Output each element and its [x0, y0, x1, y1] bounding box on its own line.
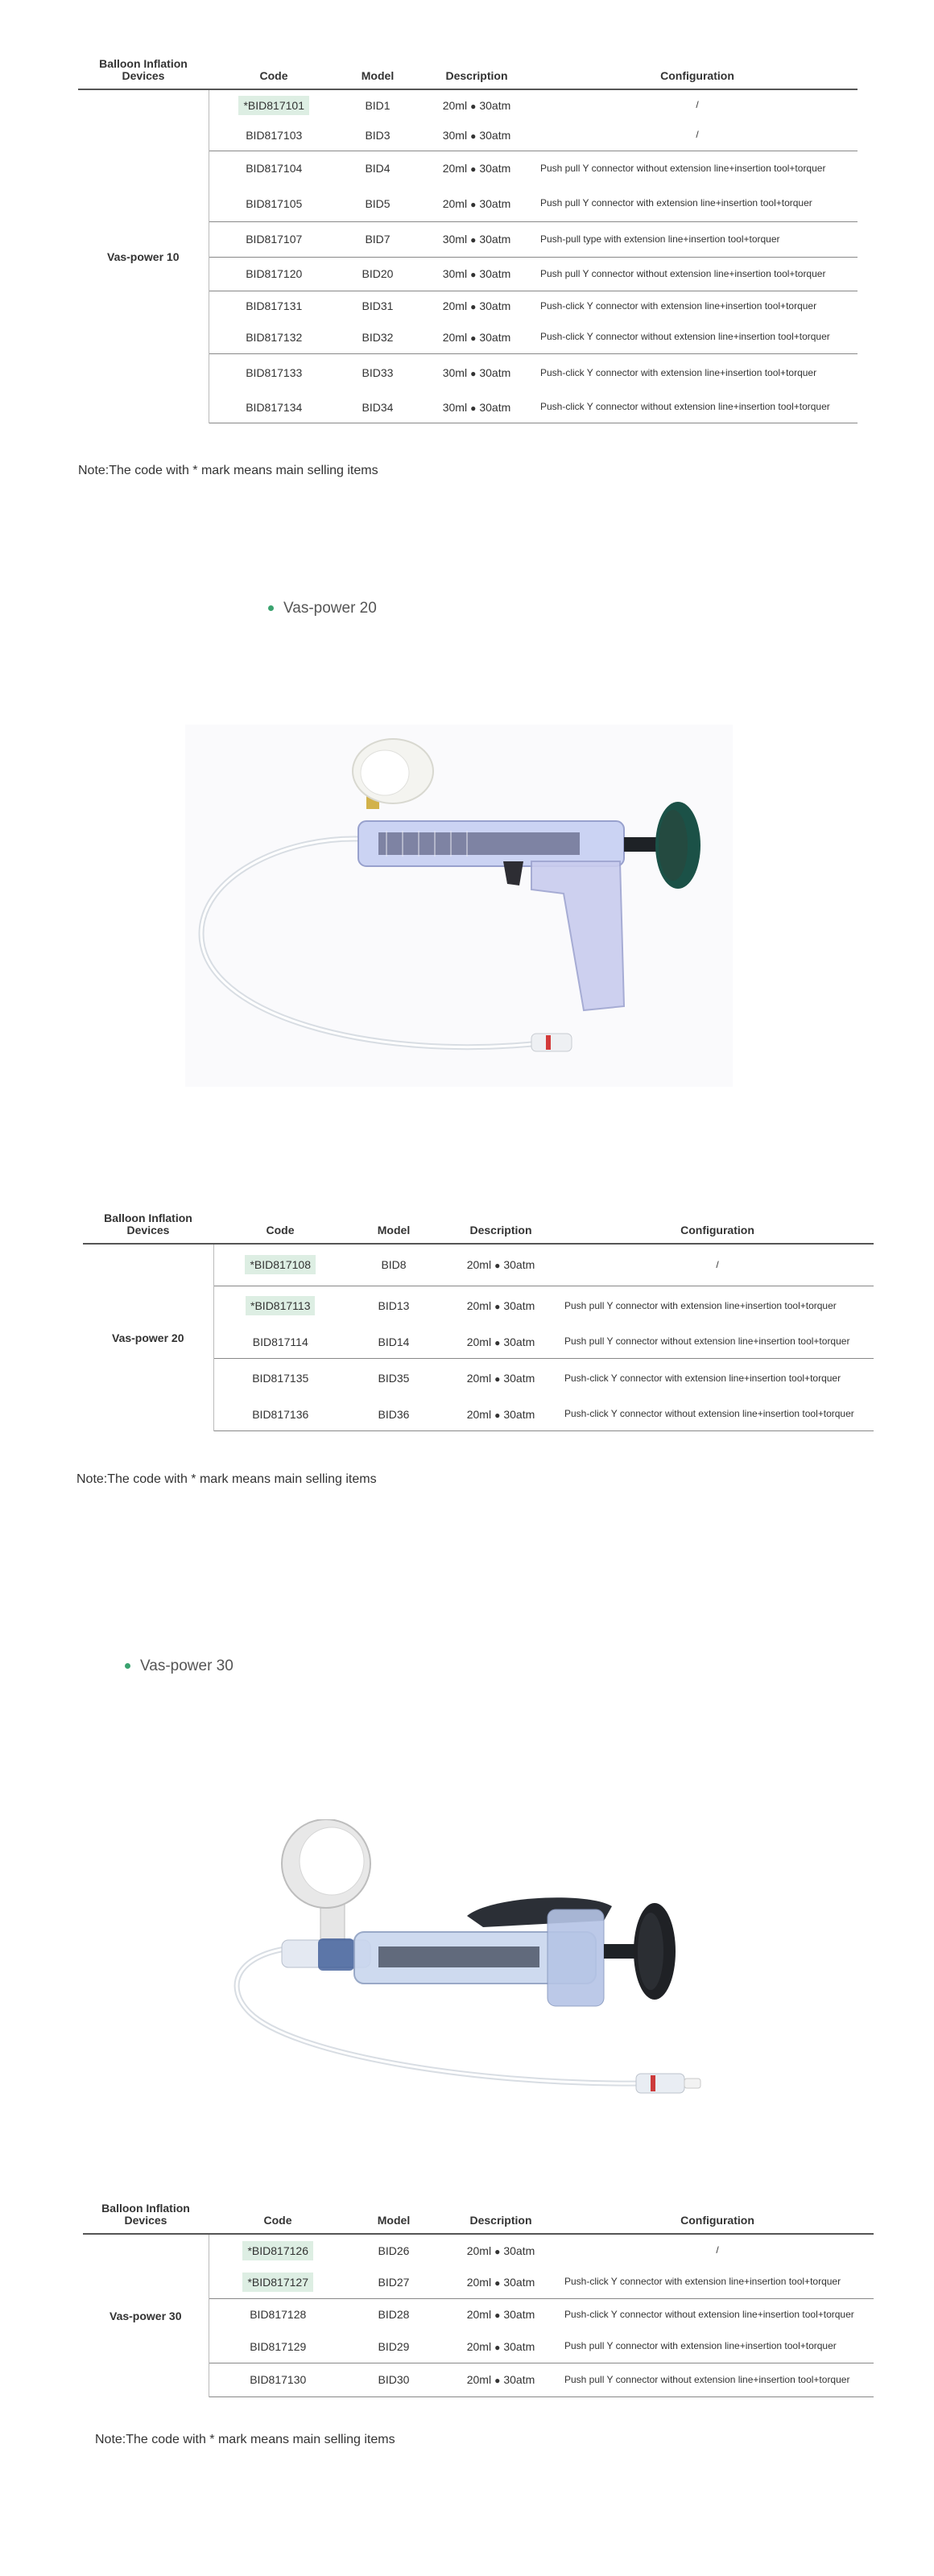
row-code: BID817133	[209, 353, 339, 392]
row-description: 20ml ● 30atm	[466, 2339, 535, 2353]
row-code: BID817136	[213, 1398, 347, 1430]
row-description: 20ml ● 30atm	[440, 1358, 561, 1398]
row-code: BID817104	[209, 151, 339, 186]
header-model: Model	[347, 1212, 440, 1244]
row-configuration: /	[716, 1258, 719, 1270]
row-description: 20ml ● 30atm	[440, 2298, 561, 2330]
row-configuration: /	[716, 2244, 719, 2256]
row-code: BID817131	[209, 291, 339, 321]
row-code: BID817114	[252, 1335, 308, 1348]
header-code: Code	[209, 58, 339, 89]
row-model: BID28	[347, 2298, 440, 2330]
row-description: 30ml ● 30atm	[416, 392, 537, 423]
row-configuration: Push-click Y connector with extension line+insertion tool+torquer	[561, 1358, 874, 1398]
row-code	[209, 2266, 347, 2298]
row-configuration: Push pull Y connector without extension line+insertion tool+torquer	[537, 151, 858, 186]
header-description: Description	[440, 2202, 561, 2234]
header-code: Code	[209, 2202, 347, 2234]
row-configuration: Push pull Y connector without extension line+insertion tool+torquer	[537, 257, 858, 291]
header-device: Balloon Inflation Devices	[83, 2202, 209, 2234]
row-model: BID36	[347, 1398, 440, 1430]
row-code: BID817135	[213, 1358, 347, 1398]
vas-power-30-table	[83, 2202, 874, 2397]
row-configuration: Push-click Y connector with extension line+insertion tool+torquer	[537, 291, 858, 321]
row-description: 20ml ● 30atm	[440, 1398, 561, 1430]
row-model: BID35	[347, 1358, 440, 1398]
header-configuration: Configuration	[561, 2202, 874, 2234]
header-device: Balloon Inflation Devices	[78, 58, 209, 89]
row-description: 20ml ● 30atm	[466, 2275, 535, 2289]
note-text: Note:The code with * mark means main selling items	[95, 2433, 395, 2446]
header-code: Code	[213, 1212, 347, 1244]
bullet-dot-icon	[268, 605, 274, 611]
header-device: Balloon Inflation Devices	[83, 1212, 213, 1244]
row-configuration: Push-pull type with extension line+insertion tool+torquer	[537, 221, 858, 257]
row-code: BID817129	[250, 2339, 307, 2353]
device-name: Vas-power 10	[78, 89, 209, 423]
row-model: BID30	[347, 2363, 440, 2396]
header-configuration: Configuration	[561, 1212, 874, 1244]
row-model: BID27	[378, 2275, 410, 2289]
main-selling-code: *BID817127	[242, 2273, 313, 2292]
vas-power-10-table	[78, 58, 858, 423]
row-description: 20ml ● 30atm	[440, 2363, 561, 2396]
vas-power-20-table	[83, 1212, 874, 1431]
row-description: 30ml ● 30atm	[416, 353, 537, 392]
row-code	[213, 1244, 347, 1286]
row-model: BID3	[365, 128, 391, 142]
main-selling-code: *BID817101	[238, 96, 309, 115]
main-selling-code: *BID817126	[242, 2241, 313, 2260]
section-title: Vas-power 30	[125, 1657, 234, 1675]
header-model: Model	[347, 2202, 440, 2234]
row-configuration: /	[696, 129, 699, 141]
main-selling-code: *BID817113	[246, 1296, 315, 1315]
row-model: BID26	[378, 2244, 410, 2257]
row-description: 30ml ● 30atm	[442, 128, 511, 142]
section-title: Vas-power 20	[268, 600, 377, 617]
row-model: BID14	[378, 1335, 410, 1348]
row-description: 20ml ● 30atm	[442, 98, 511, 112]
row-code	[213, 1286, 347, 1326]
header-description: Description	[440, 1212, 561, 1244]
row-description: 30ml ● 30atm	[416, 221, 537, 257]
row-configuration: Push-click Y connector without extension line+insertion tool+torquer	[537, 392, 858, 423]
row-description: 20ml ● 30atm	[442, 330, 511, 344]
row-description: 20ml ● 30atm	[466, 2244, 535, 2257]
row-model: BID32	[362, 330, 394, 344]
row-model: BID34	[339, 392, 416, 423]
row-code: BID817132	[246, 330, 303, 344]
row-code: BID817103	[246, 128, 303, 142]
row-code: BID817120	[209, 257, 339, 291]
row-description: 20ml ● 30atm	[416, 291, 537, 321]
header-model: Model	[339, 58, 416, 89]
row-model: BID5	[365, 196, 391, 210]
row-code	[209, 2234, 347, 2266]
row-configuration: Push-click Y connector without extension line+insertion tool+torquer	[561, 2298, 874, 2330]
row-configuration: /	[696, 99, 699, 110]
row-configuration: Push pull Y connector without extension line+insertion tool+torquer	[564, 1335, 850, 1348]
vas-power-20-product-image	[185, 724, 733, 1087]
device-name: Vas-power 20	[83, 1244, 213, 1430]
row-description: 30ml ● 30atm	[416, 257, 537, 291]
vas-power-30-product-image	[225, 1819, 757, 2125]
row-configuration: Push pull Y connector with extension line+insertion tool+torquer	[540, 197, 812, 209]
main-selling-code: *BID817108	[245, 1255, 316, 1274]
row-description: 20ml ● 30atm	[466, 1258, 535, 1272]
row-code: BID817134	[209, 392, 339, 423]
row-model: BID31	[339, 291, 416, 321]
row-model: BID1	[365, 98, 391, 112]
row-configuration: Push-click Y connector without extension line+insertion tool+torquer	[561, 1398, 874, 1430]
row-configuration: Push pull Y connector with extension line+insertion tool+torquer	[564, 2340, 837, 2352]
row-code: BID817128	[209, 2298, 347, 2330]
row-description: 20ml ● 30atm	[440, 1286, 561, 1326]
device-name: Vas-power 30	[83, 2234, 209, 2396]
row-configuration: Push-click Y connector with extension line+insertion tool+torquer	[564, 2276, 841, 2288]
row-code	[209, 89, 339, 120]
header-description: Description	[416, 58, 537, 89]
header-configuration: Configuration	[537, 58, 858, 89]
row-code: BID817105	[246, 196, 303, 210]
row-configuration: Push-click Y connector without extension line+insertion tool+torquer	[540, 331, 830, 343]
bullet-dot-icon	[125, 1663, 130, 1669]
row-model: BID13	[347, 1286, 440, 1326]
row-model: BID4	[339, 151, 416, 186]
note-text: Note:The code with * mark means main selling items	[76, 1472, 377, 1486]
row-description: 20ml ● 30atm	[466, 1335, 535, 1348]
row-model: BID33	[339, 353, 416, 392]
row-configuration: Push-click Y connector with extension line+insertion tool+torquer	[537, 353, 858, 392]
row-code: BID817130	[209, 2363, 347, 2396]
row-model: BID7	[339, 221, 416, 257]
note-text: Note:The code with * mark means main selling items	[78, 464, 378, 477]
row-description: 20ml ● 30atm	[442, 196, 511, 210]
row-code: BID817107	[209, 221, 339, 257]
row-model: BID20	[339, 257, 416, 291]
row-description: 20ml ● 30atm	[416, 151, 537, 186]
row-configuration: Push pull Y connector without extension line+insertion tool+torquer	[561, 2363, 874, 2396]
row-model: BID8	[381, 1258, 407, 1272]
row-model: BID29	[378, 2339, 410, 2353]
row-configuration: Push pull Y connector with extension line+insertion tool+torquer	[561, 1286, 874, 1326]
